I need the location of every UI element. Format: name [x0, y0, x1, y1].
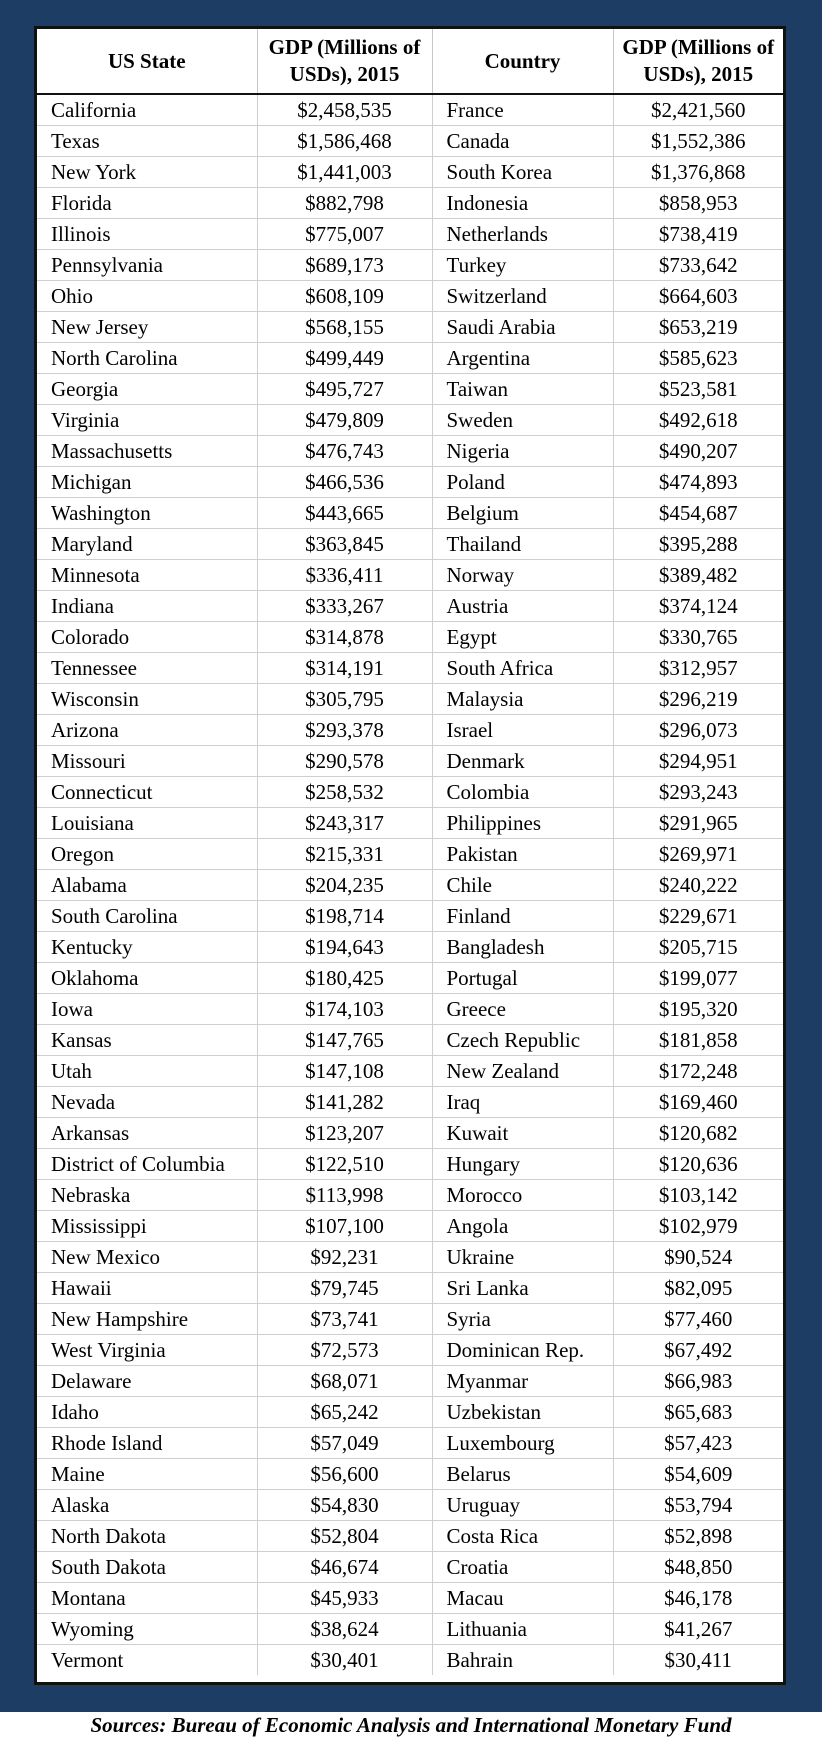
country-gdp-cell: $296,219	[613, 684, 783, 715]
state-gdp-cell: $141,282	[257, 1087, 432, 1118]
state-name-cell: Hawaii	[37, 1273, 257, 1304]
country-name-cell: Macau	[432, 1583, 613, 1614]
country-gdp-cell: $374,124	[613, 591, 783, 622]
table-row	[37, 1521, 783, 1552]
state-gdp-cell: $54,830	[257, 1490, 432, 1521]
state-gdp-cell: $775,007	[257, 219, 432, 250]
state-name-cell: South Dakota	[37, 1552, 257, 1583]
state-gdp-cell: $314,878	[257, 622, 432, 653]
country-name-cell: Costa Rica	[432, 1521, 613, 1552]
country-gdp-cell: $199,077	[613, 963, 783, 994]
state-name-cell: Missouri	[37, 746, 257, 777]
state-gdp-cell: $689,173	[257, 250, 432, 281]
country-name-cell: Greece	[432, 994, 613, 1025]
country-name-cell: Lithuania	[432, 1614, 613, 1645]
state-name-cell: Oklahoma	[37, 963, 257, 994]
state-name-cell: Pennsylvania	[37, 250, 257, 281]
table-row	[37, 1645, 783, 1676]
state-name-cell: Connecticut	[37, 777, 257, 808]
table-row	[37, 188, 783, 219]
table-row	[37, 963, 783, 994]
country-name-cell: Syria	[432, 1304, 613, 1335]
state-name-cell: Mississippi	[37, 1211, 257, 1242]
table-row	[37, 405, 783, 436]
country-gdp-cell: $181,858	[613, 1025, 783, 1056]
country-name-cell: Croatia	[432, 1552, 613, 1583]
country-gdp-cell: $291,965	[613, 808, 783, 839]
country-name-cell: Bangladesh	[432, 932, 613, 963]
country-gdp-cell: $172,248	[613, 1056, 783, 1087]
state-name-cell: Montana	[37, 1583, 257, 1614]
state-name-cell: Colorado	[37, 622, 257, 653]
state-gdp-cell: $882,798	[257, 188, 432, 219]
table-row	[37, 1211, 783, 1242]
country-gdp-cell: $57,423	[613, 1428, 783, 1459]
state-name-cell: Indiana	[37, 591, 257, 622]
table-row	[37, 281, 783, 312]
state-gdp-cell: $336,411	[257, 560, 432, 591]
country-gdp-cell: $664,603	[613, 281, 783, 312]
state-gdp-cell: $52,804	[257, 1521, 432, 1552]
country-gdp-cell: $474,893	[613, 467, 783, 498]
country-name-cell: Uzbekistan	[432, 1397, 613, 1428]
state-name-cell: Georgia	[37, 374, 257, 405]
table-row	[37, 343, 783, 374]
table-row	[37, 1118, 783, 1149]
table-row	[37, 1583, 783, 1614]
country-name-cell: Nigeria	[432, 436, 613, 467]
state-gdp-cell: $495,727	[257, 374, 432, 405]
table-row	[37, 1273, 783, 1304]
state-name-cell: Kentucky	[37, 932, 257, 963]
table-body	[37, 94, 783, 1675]
country-gdp-cell: $195,320	[613, 994, 783, 1025]
state-gdp-cell: $68,071	[257, 1366, 432, 1397]
table-row	[37, 870, 783, 901]
table-row	[37, 1304, 783, 1335]
country-name-cell: Denmark	[432, 746, 613, 777]
country-name-cell: Angola	[432, 1211, 613, 1242]
state-gdp-cell: $174,103	[257, 994, 432, 1025]
state-gdp-cell: $73,741	[257, 1304, 432, 1335]
state-name-cell: Utah	[37, 1056, 257, 1087]
country-name-cell: Sweden	[432, 405, 613, 436]
state-gdp-cell: $363,845	[257, 529, 432, 560]
state-gdp-cell: $57,049	[257, 1428, 432, 1459]
country-gdp-cell: $67,492	[613, 1335, 783, 1366]
table-row	[37, 529, 783, 560]
country-gdp-cell: $733,642	[613, 250, 783, 281]
state-name-cell: District of Columbia	[37, 1149, 257, 1180]
table-row	[37, 436, 783, 467]
table-row	[37, 1242, 783, 1273]
country-gdp-cell: $229,671	[613, 901, 783, 932]
table-row	[37, 715, 783, 746]
country-gdp-cell: $102,979	[613, 1211, 783, 1242]
country-name-cell: Turkey	[432, 250, 613, 281]
country-name-cell: Canada	[432, 126, 613, 157]
state-gdp-cell: $194,643	[257, 932, 432, 963]
state-gdp-cell: $198,714	[257, 901, 432, 932]
state-name-cell: Delaware	[37, 1366, 257, 1397]
country-gdp-cell: $65,683	[613, 1397, 783, 1428]
country-name-cell: Bahrain	[432, 1645, 613, 1676]
state-name-cell: North Dakota	[37, 1521, 257, 1552]
country-name-cell: Luxembourg	[432, 1428, 613, 1459]
state-name-cell: Maine	[37, 1459, 257, 1490]
state-gdp-cell: $72,573	[257, 1335, 432, 1366]
country-gdp-cell: $54,609	[613, 1459, 783, 1490]
country-name-cell: Indonesia	[432, 188, 613, 219]
state-gdp-cell: $79,745	[257, 1273, 432, 1304]
state-name-cell: Arizona	[37, 715, 257, 746]
country-name-cell: Belarus	[432, 1459, 613, 1490]
country-name-cell: Philippines	[432, 808, 613, 839]
country-name-cell: Norway	[432, 560, 613, 591]
state-name-cell: Alabama	[37, 870, 257, 901]
state-gdp-cell: $608,109	[257, 281, 432, 312]
country-gdp-cell: $120,636	[613, 1149, 783, 1180]
state-name-cell: Ohio	[37, 281, 257, 312]
country-gdp-cell: $492,618	[613, 405, 783, 436]
state-name-cell: Louisiana	[37, 808, 257, 839]
country-gdp-cell: $454,687	[613, 498, 783, 529]
state-gdp-cell: $2,458,535	[257, 94, 432, 126]
country-gdp-cell: $269,971	[613, 839, 783, 870]
state-name-cell: Maryland	[37, 529, 257, 560]
state-name-cell: West Virginia	[37, 1335, 257, 1366]
country-name-cell: Poland	[432, 467, 613, 498]
table-row	[37, 1490, 783, 1521]
country-gdp-cell: $1,376,868	[613, 157, 783, 188]
country-name-cell: South Africa	[432, 653, 613, 684]
country-gdp-cell: $585,623	[613, 343, 783, 374]
table-row	[37, 498, 783, 529]
country-name-cell: Chile	[432, 870, 613, 901]
country-name-cell: Thailand	[432, 529, 613, 560]
table-row	[37, 777, 783, 808]
country-name-cell: Portugal	[432, 963, 613, 994]
table-row	[37, 250, 783, 281]
state-gdp-cell: $293,378	[257, 715, 432, 746]
state-name-cell: Minnesota	[37, 560, 257, 591]
state-gdp-cell: $204,235	[257, 870, 432, 901]
state-name-cell: Alaska	[37, 1490, 257, 1521]
country-gdp-cell: $240,222	[613, 870, 783, 901]
country-gdp-cell: $77,460	[613, 1304, 783, 1335]
country-gdp-cell: $82,095	[613, 1273, 783, 1304]
country-gdp-cell: $52,898	[613, 1521, 783, 1552]
table-row	[37, 684, 783, 715]
state-name-cell: Kansas	[37, 1025, 257, 1056]
country-name-cell: Egypt	[432, 622, 613, 653]
country-gdp-cell: $330,765	[613, 622, 783, 653]
country-gdp-cell: $490,207	[613, 436, 783, 467]
state-gdp-cell: $1,441,003	[257, 157, 432, 188]
state-gdp-cell: $466,536	[257, 467, 432, 498]
table-row	[37, 312, 783, 343]
country-gdp-cell: $48,850	[613, 1552, 783, 1583]
country-name-cell: Argentina	[432, 343, 613, 374]
country-gdp-cell: $205,715	[613, 932, 783, 963]
state-name-cell: New Hampshire	[37, 1304, 257, 1335]
country-gdp-cell: $653,219	[613, 312, 783, 343]
state-name-cell: North Carolina	[37, 343, 257, 374]
table-row	[37, 901, 783, 932]
state-name-cell: Massachusetts	[37, 436, 257, 467]
country-name-cell: Myanmar	[432, 1366, 613, 1397]
country-name-cell: Saudi Arabia	[432, 312, 613, 343]
state-name-cell: Tennessee	[37, 653, 257, 684]
state-name-cell: Illinois	[37, 219, 257, 250]
state-name-cell: Virginia	[37, 405, 257, 436]
country-name-cell: Malaysia	[432, 684, 613, 715]
table-row	[37, 1335, 783, 1366]
country-name-cell: Czech Republic	[432, 1025, 613, 1056]
country-gdp-cell: $66,983	[613, 1366, 783, 1397]
table-row	[37, 1428, 783, 1459]
state-gdp-cell: $30,401	[257, 1645, 432, 1676]
state-gdp-cell: $56,600	[257, 1459, 432, 1490]
country-gdp-cell: $41,267	[613, 1614, 783, 1645]
country-gdp-cell: $30,411	[664, 1647, 732, 1672]
country-gdp-cell: $46,178	[613, 1583, 783, 1614]
country-name-cell: Hungary	[432, 1149, 613, 1180]
state-name-cell: Arkansas	[37, 1118, 257, 1149]
table-row	[37, 653, 783, 684]
table-row	[37, 808, 783, 839]
table-row	[37, 1025, 783, 1056]
state-name-cell: Vermont	[37, 1645, 257, 1676]
table-row	[37, 746, 783, 777]
state-name-cell: Idaho	[37, 1397, 257, 1428]
state-gdp-cell: $333,267	[257, 591, 432, 622]
country-name-cell: Finland	[432, 901, 613, 932]
country-gdp-cell: $858,953	[613, 188, 783, 219]
gdp-table-container	[34, 26, 786, 1685]
state-name-cell: New York	[37, 157, 257, 188]
country-name-cell: Uruguay	[432, 1490, 613, 1521]
state-gdp-cell: $476,743	[257, 436, 432, 467]
country-gdp-cell: $1,552,386	[613, 126, 783, 157]
table-header-row	[37, 29, 783, 94]
table-row	[37, 157, 783, 188]
table-row	[37, 1397, 783, 1428]
state-gdp-cell: $290,578	[257, 746, 432, 777]
table-row	[37, 622, 783, 653]
state-gdp-cell: $499,449	[257, 343, 432, 374]
country-name-cell: Israel	[432, 715, 613, 746]
state-name-cell: New Jersey	[37, 312, 257, 343]
state-gdp-cell: $45,933	[257, 1583, 432, 1614]
state-gdp-cell: $305,795	[257, 684, 432, 715]
country-name-cell: New Zealand	[432, 1056, 613, 1087]
country-gdp-cell: $296,073	[613, 715, 783, 746]
table-row	[37, 1087, 783, 1118]
country-name-cell: Ukraine	[432, 1242, 613, 1273]
country-name-cell: Netherlands	[432, 219, 613, 250]
state-name-cell: Nevada	[37, 1087, 257, 1118]
table-row	[37, 126, 783, 157]
state-gdp-cell: $443,665	[257, 498, 432, 529]
state-name-cell: Wisconsin	[37, 684, 257, 715]
country-name-cell: Iraq	[432, 1087, 613, 1118]
state-gdp-cell: $46,674	[257, 1552, 432, 1583]
country-name-cell: Morocco	[432, 1180, 613, 1211]
table-row	[37, 1614, 783, 1645]
country-name-cell: Kuwait	[432, 1118, 613, 1149]
state-name-cell: Iowa	[37, 994, 257, 1025]
table-row	[37, 1180, 783, 1211]
gdp-comparison-table	[37, 29, 783, 1675]
country-gdp-cell: $120,682	[613, 1118, 783, 1149]
country-gdp-cell: $103,142	[613, 1180, 783, 1211]
table-row	[37, 1056, 783, 1087]
state-name-cell: Wyoming	[37, 1614, 257, 1645]
table-row	[37, 94, 783, 126]
country-name-cell: Pakistan	[432, 839, 613, 870]
state-name-cell: Nebraska	[37, 1180, 257, 1211]
source-note: Sources: Bureau of Economic Analysis and International Monetary Fund	[90, 1713, 732, 1737]
country-name-cell: Austria	[432, 591, 613, 622]
country-name-cell: Sri Lanka	[432, 1273, 613, 1304]
country-name-cell: Dominican Rep.	[432, 1335, 613, 1366]
country-name-cell: Taiwan	[432, 374, 613, 405]
table-row	[37, 1459, 783, 1490]
header-us-state: US State	[37, 29, 257, 94]
state-gdp-cell: $180,425	[257, 963, 432, 994]
state-name-cell: South Carolina	[37, 901, 257, 932]
state-gdp-cell: $65,242	[257, 1397, 432, 1428]
table-row	[37, 560, 783, 591]
state-name-cell: Oregon	[37, 839, 257, 870]
country-name-cell: France	[432, 94, 613, 126]
state-gdp-cell: $479,809	[257, 405, 432, 436]
state-name-cell: New Mexico	[37, 1242, 257, 1273]
country-name-cell: Colombia	[432, 777, 613, 808]
country-gdp-cell: $169,460	[613, 1087, 783, 1118]
state-gdp-cell: $122,510	[257, 1149, 432, 1180]
country-gdp-cell: $312,957	[613, 653, 783, 684]
country-name-cell: Belgium	[432, 498, 613, 529]
table-row	[37, 994, 783, 1025]
state-name-cell: Rhode Island	[37, 1428, 257, 1459]
state-name-cell: California	[37, 94, 257, 126]
country-gdp-cell: $293,243	[613, 777, 783, 808]
state-name-cell: Michigan	[37, 467, 257, 498]
state-name-cell: Florida	[37, 188, 257, 219]
country-gdp-cell: $294,951	[613, 746, 783, 777]
state-gdp-cell: $314,191	[257, 653, 432, 684]
country-gdp-cell: $523,581	[613, 374, 783, 405]
table-row	[37, 467, 783, 498]
country-gdp-cell: $90,524	[613, 1242, 783, 1273]
state-gdp-cell: $92,231	[257, 1242, 432, 1273]
table-row	[37, 374, 783, 405]
state-gdp-cell: $113,998	[257, 1180, 432, 1211]
header-country: Country	[432, 29, 613, 94]
country-gdp-cell: $389,482	[613, 560, 783, 591]
header-state-gdp: GDP (Millions of USDs), 2015	[257, 29, 432, 94]
country-gdp-cell: $738,419	[613, 219, 783, 250]
table-row	[37, 839, 783, 870]
header-country-gdp: GDP (Millions of USDs), 2015	[613, 29, 783, 94]
table-row	[37, 932, 783, 963]
country-gdp-cell: $395,288	[613, 529, 783, 560]
country-name-cell: Switzerland	[432, 281, 613, 312]
country-gdp-cell: $2,421,560	[613, 94, 783, 126]
state-gdp-cell: $215,331	[257, 839, 432, 870]
state-gdp-cell: $147,108	[257, 1056, 432, 1087]
table-row	[37, 591, 783, 622]
state-gdp-cell: $568,155	[257, 312, 432, 343]
state-gdp-cell: $1,586,468	[257, 126, 432, 157]
country-gdp-cell: $53,794	[613, 1490, 783, 1521]
state-gdp-cell: $107,100	[257, 1211, 432, 1242]
state-name-cell: Washington	[37, 498, 257, 529]
table-row	[37, 1552, 783, 1583]
table-row	[37, 219, 783, 250]
table-row	[37, 1149, 783, 1180]
state-gdp-cell: $123,207	[257, 1118, 432, 1149]
state-gdp-cell: $147,765	[257, 1025, 432, 1056]
state-gdp-cell: $243,317	[257, 808, 432, 839]
state-gdp-cell: $258,532	[257, 777, 432, 808]
table-row	[37, 1366, 783, 1397]
country-name-cell: South Korea	[432, 157, 613, 188]
state-gdp-cell: $38,624	[257, 1614, 432, 1645]
state-name-cell: Texas	[37, 126, 257, 157]
